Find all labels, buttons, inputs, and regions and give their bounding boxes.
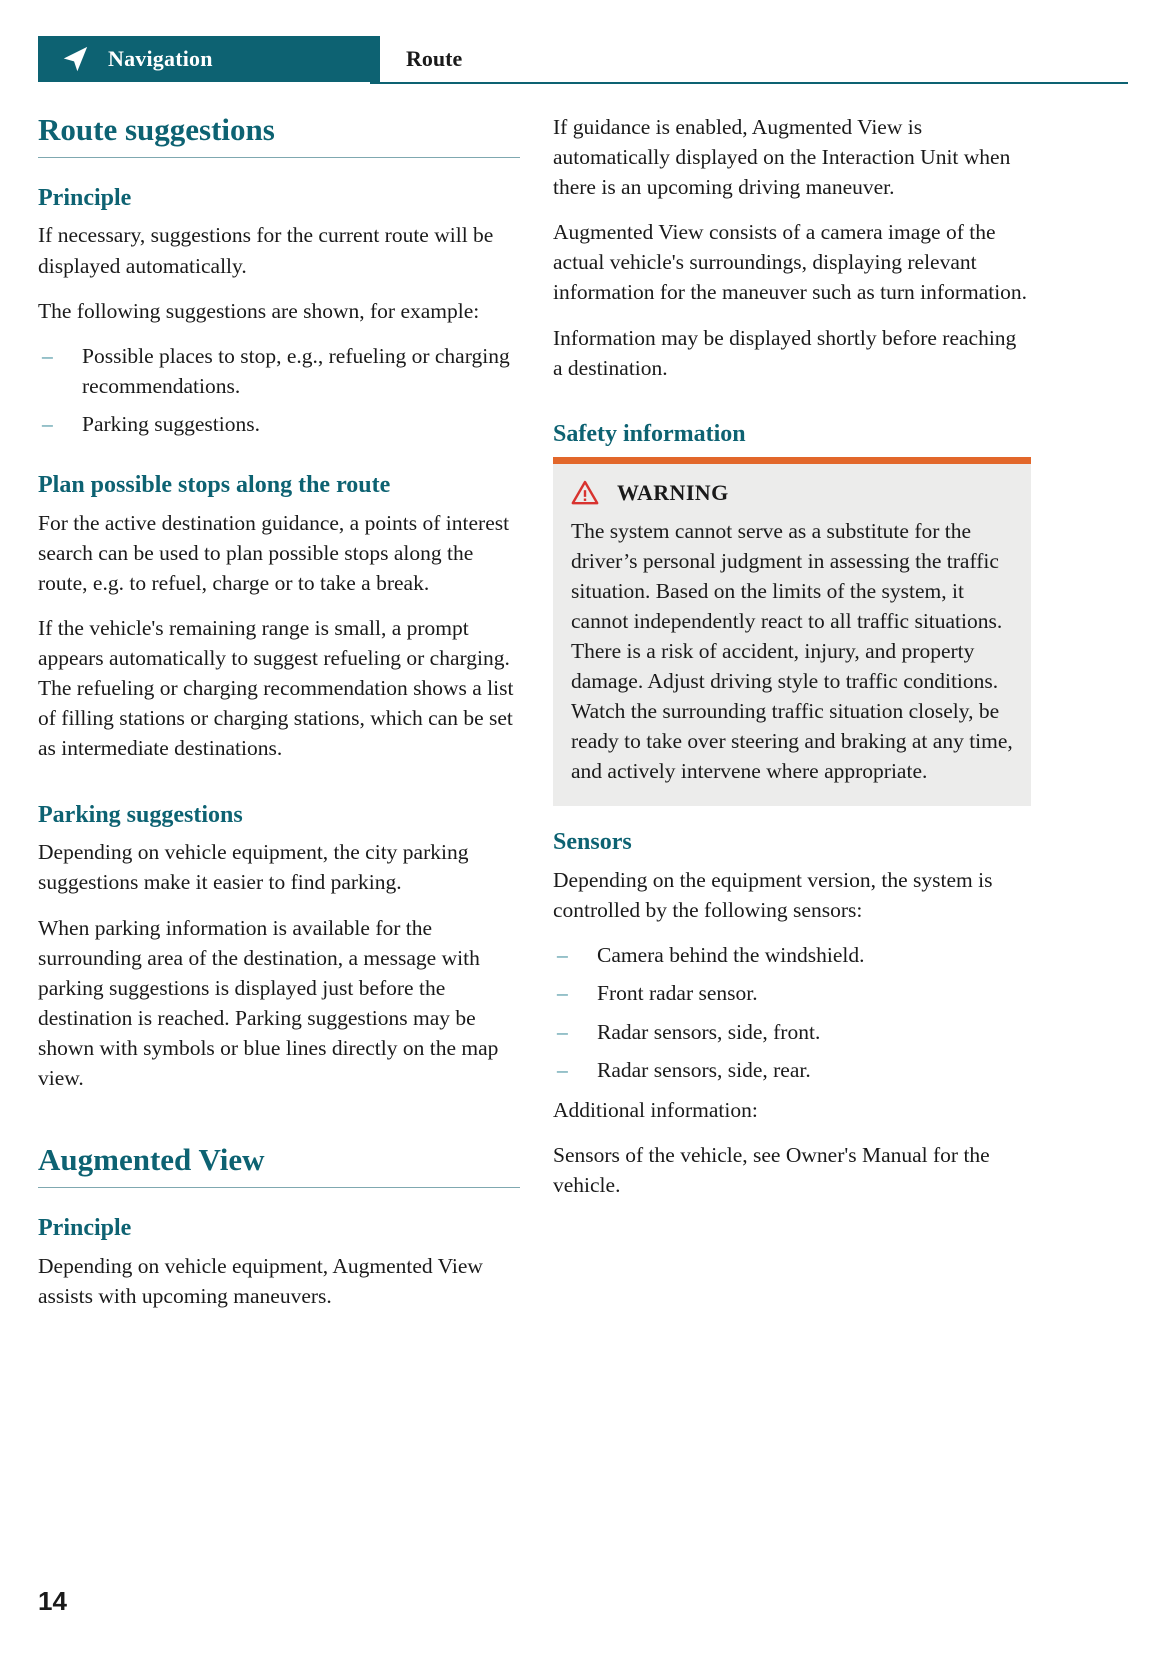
list-item-label: Possible places to stop, e.g., refueling or charging recommendations.	[82, 343, 510, 398]
subheading-principle: Principle	[38, 184, 132, 211]
principle-list	[38, 341, 520, 439]
spacer	[38, 1108, 520, 1142]
header-underline	[370, 82, 1128, 84]
paragraph: If guidance is enabled, Augmented View is automatically displayed on the Interaction Unit when there is an upcoming driving maneuver.	[553, 115, 1011, 200]
sensors-list	[553, 940, 1031, 1084]
list-item	[553, 1017, 1031, 1047]
spacer	[38, 449, 520, 471]
dash-bullet-icon: –	[557, 943, 568, 968]
list-item-label: Parking suggestions.	[82, 411, 260, 436]
subheading-sensors: Sensors	[553, 829, 632, 856]
warning-triangle-icon	[571, 480, 599, 505]
header-nav-tab[interactable]	[38, 36, 380, 82]
paragraph: Depending on the equipment version, the system is controlled by the following sensors:	[553, 868, 993, 923]
warning-header	[571, 480, 1013, 506]
list-item	[38, 341, 520, 401]
list-item	[553, 1055, 1031, 1085]
additional-information-text: Sensors of the vehicle, see Owner's Manual for the vehicle.	[553, 1142, 990, 1197]
left-column	[38, 112, 520, 1311]
paragraph: For the active destination guidance, a points of interest search can be used to plan possible stops along the route, e.g. to refuel, charge or to take a break.	[38, 510, 510, 595]
warning-box	[553, 457, 1031, 807]
header-section-label: Route	[406, 46, 463, 71]
header-nav-tab-label: Navigation	[108, 46, 213, 71]
list-item-label: Radar sensors, side, rear.	[597, 1057, 811, 1082]
subheading-safety-information: Safety information	[553, 420, 746, 447]
paragraph: If the vehicle's remaining range is small, a prompt appears automatically to suggest refueling or charging. The refueling or charging recommendation shows a list of filling stations or charging stations, which can be set as intermediate destinations.	[38, 616, 514, 761]
paragraph: Depending on vehicle equipment, the city parking suggestions make it easier to find parking.	[38, 840, 469, 895]
spacer	[553, 806, 1031, 828]
paragraph: Augmented View consists of a camera image of the actual vehicle's surroundings, displaying relevant information for the maneuver such as turn information.	[553, 220, 1028, 305]
subheading-parking-suggestions: Parking suggestions	[38, 801, 243, 828]
page-header	[38, 36, 1128, 82]
list-item-label: Camera behind the windshield.	[597, 943, 865, 968]
list-item-label: Radar sensors, side, front.	[597, 1019, 821, 1044]
paragraph: The following suggestions are shown, for example:	[38, 298, 480, 323]
paragraph: If necessary, suggestions for the current route will be displayed automatically.	[38, 223, 494, 278]
paragraph: Information may be displayed shortly before reaching a destination.	[553, 325, 1017, 380]
page-number: 14	[38, 1586, 67, 1616]
paragraph: Depending on vehicle equipment, Augmented View assists with upcoming maneuvers.	[38, 1253, 483, 1308]
dash-bullet-icon: –	[557, 981, 568, 1006]
list-item-label: Front radar sensor.	[597, 981, 758, 1006]
spacer	[38, 779, 520, 801]
right-column	[553, 112, 1031, 1200]
dash-bullet-icon: –	[557, 1057, 568, 1082]
additional-information-label: Additional information:	[553, 1097, 758, 1122]
dash-bullet-icon: –	[42, 343, 53, 368]
header-section-title	[380, 36, 1128, 82]
section-title-augmented-view: Augmented View	[38, 1142, 265, 1178]
subheading-augmented-principle: Principle	[38, 1214, 132, 1241]
section-divider	[38, 1187, 520, 1188]
spacer	[553, 398, 1031, 420]
warning-text: The system cannot serve as a substitute for the driver’s personal judgment in assessing the traffic situation. Based on the limits of the system, it cannot independently react to all traffic situations. There is a risk of accident, injury, and property damage. Adjust driving style to traffic conditions. Watch the surrounding traffic situation closely, be ready to take over steering and braking at any time, and actively intervene where appropriate.	[571, 518, 1013, 784]
subheading-plan-stops: Plan possible stops along the route	[38, 472, 391, 498]
list-item	[38, 409, 520, 439]
section-divider	[38, 157, 520, 158]
paragraph: When parking information is available for the surrounding area of the destination, a message with parking suggestions is displayed just before the destination is reached. Parking suggestions may be shown with symbols or blue lines directly on the map view.	[38, 915, 499, 1090]
section-title-route-suggestions: Route suggestions	[38, 112, 275, 147]
dash-bullet-icon: –	[42, 411, 53, 436]
warning-title: WARNING	[617, 479, 729, 505]
navigation-arrow-icon	[60, 44, 90, 74]
dash-bullet-icon: –	[557, 1019, 568, 1044]
list-item	[553, 940, 1031, 970]
list-item	[553, 978, 1031, 1008]
